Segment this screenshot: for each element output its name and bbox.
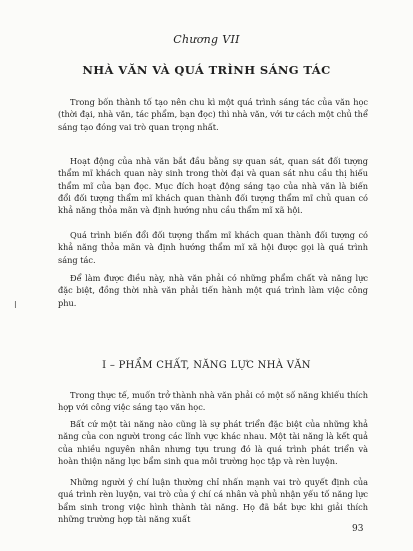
intro-paragraph-1: Trong bốn thành tố tạo nên chu kì một quá trình sáng tác của văn học (thời đại, nhà văn, tác phẩm, bạn đọc) thì nhà văn, với tư cách một chủ thể sáng tạo đóng vai trò quan trọng nhất. — [58, 97, 368, 132]
section-paragraph-3: Những người ý chí luận thường chỉ nhấn mạnh vai trò quyết định của quá trình rèn luyện, vai trò của ý chí cá nhân và phủ nhận yếu tố năng lực bẩm sinh trong việc hình thành tài năng. Họ đã bắt bực khi giải thích những trường hợp tài năng xuất — [58, 477, 368, 524]
intro-paragraph-2: Hoạt động của nhà văn bắt đầu bằng sự quan sát, quan sát đối tượng thẩm mĩ khách quan này sinh trong thời đại và quan sát nhu cầu thị hiếu thẩm mĩ của bạn đọc. Mục đích hoạt động sáng tạo của nhà văn là biến đổi đối tượng thẩm mĩ khách quan thành đối tượng thẩm mĩ chủ quan có khả năng thỏa mãn và định hướng nhu cầu thẩm mĩ xã hội. — [58, 156, 368, 216]
intro-paragraph-3: Quá trình biến đổi đối tượng thẩm mĩ khách quan thành đối tượng có khả năng thỏa mãn và định hướng thẩm mĩ xã hội được gọi là quá trình sáng tác. — [58, 230, 368, 265]
section-paragraph-2: Bất cứ một tài năng nào cũng là sự phát triển đặc biệt của những khả năng của con người trong các lĩnh vực khác nhau. Một tài năng là kết quả của nhiều nguyên nhân nhưng tựu trung đó là quá trình phát triển và hoàn thiện năng lực bẩm sinh qua môi trường học tập và rèn luyện. — [58, 419, 368, 466]
chapter-label: Chương VII — [173, 33, 240, 46]
page-number: 93 — [352, 524, 364, 534]
section-paragraph-1: Trong thực tế, muốn trở thành nhà văn phải có một số năng khiếu thích hợp với công việc sáng tạo văn học. — [58, 390, 368, 413]
chapter-title: NHÀ VĂN VÀ QUÁ TRÌNH SÁNG TÁC — [82, 63, 331, 77]
margin-mark: ǀ — [14, 301, 17, 311]
section-title: I – PHẨM CHẤT, NĂNG LỰC NHÀ VĂN — [102, 360, 311, 371]
intro-paragraph-4: Để làm được điều này, nhà văn phải có những phẩm chất và năng lực đặc biệt, đồng thời nhà văn phải tiến hành một quá trình làm việc công phu. — [58, 273, 368, 308]
